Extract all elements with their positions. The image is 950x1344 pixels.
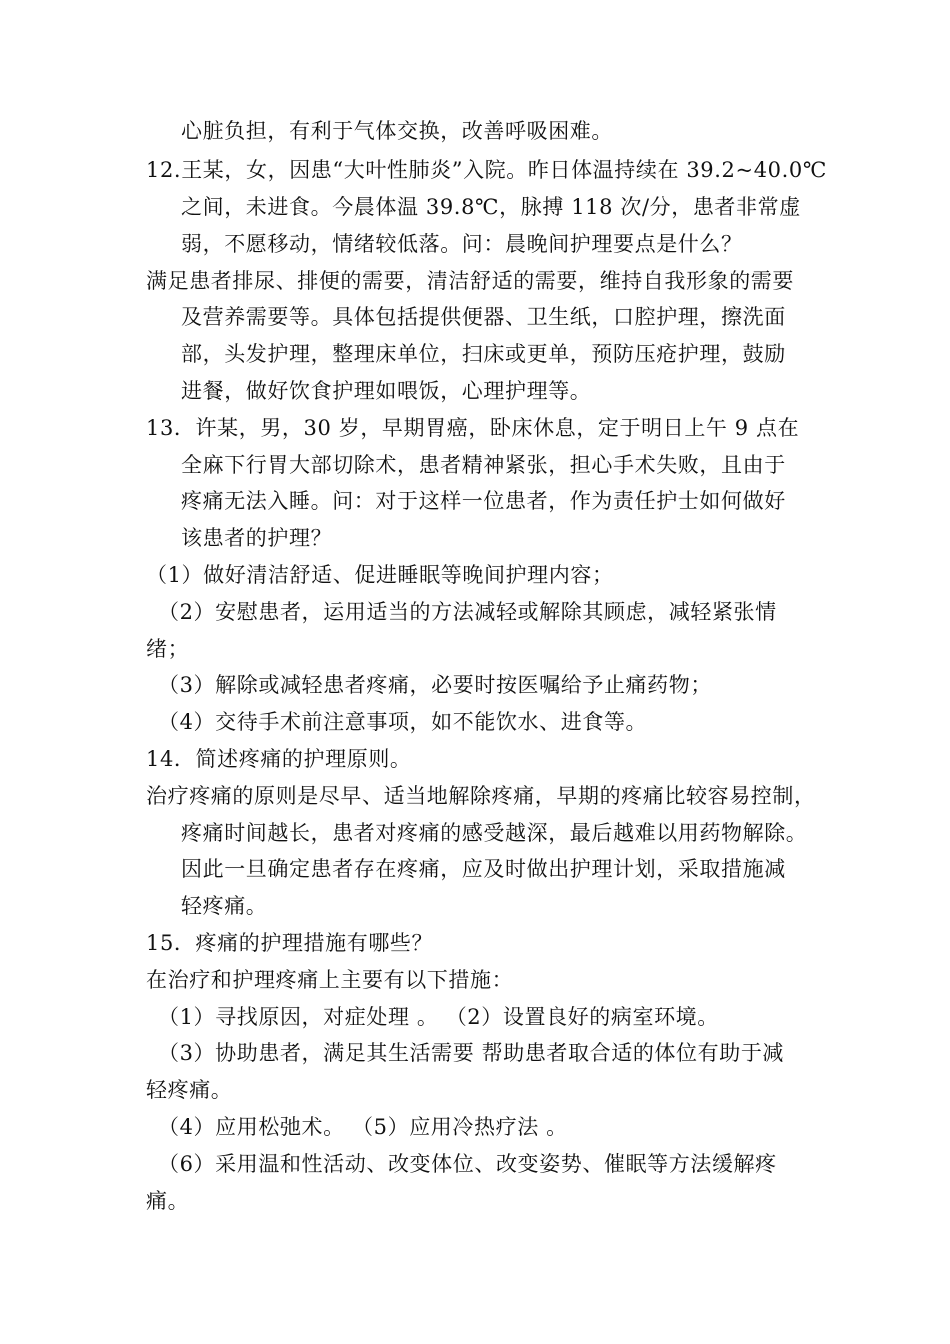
question-15-heading: 15．疼痛的护理措施有哪些？ [146,931,434,955]
text-line: 轻疼痛。 [146,1078,233,1102]
answer-13-item: （3）解除或减轻患者疼痛，必要时按医嘱给予止痛药物； [158,673,712,697]
question-13-heading: 13．许某，男，30 岁，早期胃癌，卧床休息，定于明日上午 9 点在 [146,416,800,440]
text-line: 全麻下行胃大部切除术，患者精神紧张，担心手术失败，且由于 [181,453,786,477]
answer-15-item: （3）协助患者，满足其生活需要 帮助患者取合适的体位有助于减 [158,1041,785,1065]
answer-15-intro: 在治疗和护理疼痛上主要有以下措施： [146,968,514,992]
text-line: 因此一旦确定患者存在疼痛，应及时做出护理计划，采取措施减 [181,857,786,881]
answer-13-item: （1）做好清洁舒适、促进睡眠等晚间护理内容； [146,563,614,587]
answer-13-item: （2）安慰患者，运用适当的方法减轻或解除其顾虑，减轻紧张情 [158,600,777,624]
text-line: 疼痛无法入睡。问：对于这样一位患者，作为责任护士如何做好 [181,489,786,513]
text-line: 轻疼痛。 [181,894,268,918]
question-14-heading: 14．简述疼痛的护理原则。 [146,747,412,771]
answer-15-item: （4）应用松弛术。 （5）应用冷热疗法 。 [158,1115,568,1139]
answer-15-item: （1）寻找原因，对症处理 。 （2）设置良好的病室环境。 [158,1005,719,1029]
answer-14-text: 治疗疼痛的原则是尽早、适当地解除疼痛，早期的疼痛比较容易控制， [146,784,816,808]
text-line: 该患者的护理？ [181,526,333,550]
text-line: 进餐，做好饮食护理如喂饭，心理护理等。 [181,379,592,403]
question-12-heading: 12.王某，女，因患“大叶性肺炎”入院。昨日体温持续在 39.2~40.0℃ [146,158,827,182]
text-line: 心脏负担，有利于气体交换，改善呼吸困难。 [181,119,613,143]
text-line: 弱，不愿移动，情绪较低落。问：晨晚间护理要点是什么？ [181,232,743,256]
text-line: 之间，未进食。今晨体温 39.8℃，脉搏 118 次/分，患者非常虚 [181,195,801,219]
answer-13-item: （4）交待手术前注意事项，如不能饮水、进食等。 [158,710,648,734]
answer-12-text: 满足患者排尿、排便的需要，清洁舒适的需要，维持自我形象的需要 [146,269,794,293]
answer-15-item: （6）采用温和性活动、改变体位、改变姿势、催眠等方法缓解疼 [158,1152,777,1176]
text-line: 及营养需要等。具体包括提供便器、卫生纸，口腔护理，擦洗面 [181,305,786,329]
text-line: 绪； [146,637,190,661]
text-line: 部，头发护理，整理床单位，扫床或更单，预防压疮护理，鼓励 [181,342,786,366]
text-line: 疼痛时间越长，患者对疼痛的感受越深，最后越难以用药物解除。 [181,821,808,845]
text-line: 痛。 [146,1189,190,1213]
